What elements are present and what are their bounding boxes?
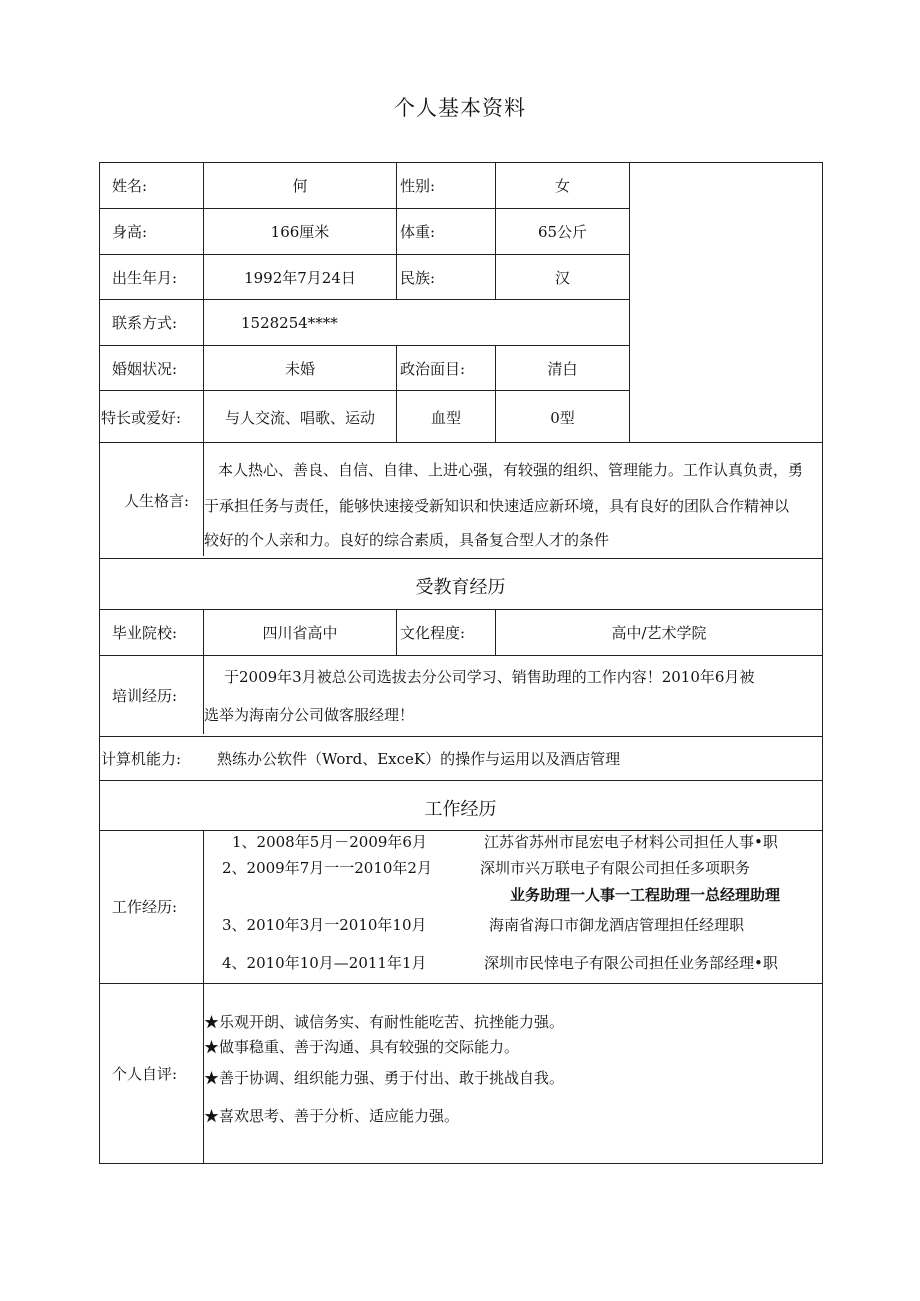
gender-value: 女: [554, 177, 570, 195]
work-entry-period: 3、2010年3月一2010年10月: [222, 916, 427, 934]
self-eval-item: ★喜欢思考、善于分析、适应能力强。: [204, 1107, 460, 1125]
self-eval-item: ★善于协调、组织能力强、勇于付出、敢于挑战自我。: [204, 1069, 565, 1087]
self-eval-label: 个人自评:: [112, 1065, 178, 1083]
computer-value: 熟练办公软件（Word、ExceK）的操作与运用以及酒店管理: [217, 750, 621, 768]
height-value: 166厘米: [270, 223, 330, 241]
work-label: 工作经历:: [112, 898, 178, 916]
contact-label: 联系方式:: [112, 314, 178, 332]
work-entry-desc: 江苏省苏州市昆宏电子材料公司担任人事•职: [484, 833, 778, 851]
degree-label: 文化程度:: [400, 624, 466, 642]
row-divider: [99, 558, 822, 559]
self-eval-item: ★乐观开朗、诚信务实、有耐性能吃苦、抗挫能力强。: [204, 1013, 565, 1031]
marital-value: 未婚: [284, 360, 315, 378]
row-divider: [99, 208, 629, 209]
political-label: 政治面目:: [400, 360, 466, 378]
motto-line: 较好的个人亲和力。良好的综合素质，具备复合型人才的条件: [204, 531, 610, 549]
row-divider: [99, 299, 629, 300]
column-divider: [396, 609, 397, 655]
ethnicity-value: 汉: [554, 269, 570, 287]
row-divider: [99, 254, 629, 255]
name-value: 何: [292, 177, 308, 195]
work-entry-desc: 深圳市民悻电子有限公司担任业务部经理•职: [484, 954, 778, 972]
row-divider: [99, 442, 822, 443]
work-heading: 工作经历: [424, 799, 497, 820]
blood-label: 血型: [430, 409, 461, 427]
contact-value: 1528254****: [241, 314, 338, 332]
photo-area-divider: [629, 162, 630, 442]
name-label: 姓名:: [112, 177, 148, 195]
weight-value: 65公斤: [537, 223, 588, 241]
school-label: 毕业院校:: [112, 624, 178, 642]
hobby-label: 特长或爱好:: [101, 409, 182, 427]
work-entry-period: 4、2010年10月—2011年1月: [222, 954, 427, 972]
table-border: [99, 162, 822, 163]
row-divider: [99, 345, 629, 346]
work-entry-desc: 深圳市兴万联电子有限公司担任多项职务: [480, 859, 751, 877]
row-divider: [99, 736, 822, 737]
table-border: [99, 162, 100, 1164]
column-divider: [396, 162, 397, 299]
education-heading: 受教育经历: [415, 577, 506, 598]
row-divider: [99, 780, 822, 781]
row-divider: [99, 609, 822, 610]
motto-line: 于承担任务与责任，能够快速接受新知识和快速适应新环境，具有良好的团队合作精神以: [204, 497, 790, 515]
gender-label: 性别:: [400, 177, 436, 195]
page-title: 个人基本资料: [394, 96, 526, 120]
birth-label: 出生年月:: [112, 269, 178, 287]
work-entry-period: 2、2009年7月一一2010年2月: [222, 859, 432, 877]
height-label: 身高:: [112, 223, 148, 241]
motto-line: 本人热心、善良、自信、自律、上进心强，有较强的组织、管理能力。工作认真负责，勇: [218, 461, 804, 479]
degree-value: 高中/艺术学院: [611, 624, 707, 642]
political-value: 清白: [547, 360, 578, 378]
motto-label: 人生格言:: [124, 492, 190, 510]
training-line: 选举为海南分公司做客服经理！: [204, 706, 415, 724]
marital-label: 婚姻状况:: [112, 360, 178, 378]
school-value: 四川省高中: [262, 624, 338, 642]
birth-value: 1992年7月24日: [244, 269, 356, 287]
work-entry-desc: 业务助理一人事一工程助理一总经理助理: [510, 886, 781, 904]
row-divider: [99, 390, 629, 391]
self-eval-item: ★做事稳重、善于沟通、具有较强的交际能力。: [204, 1038, 520, 1056]
training-label: 培训经历:: [112, 687, 178, 705]
row-divider: [99, 983, 822, 984]
table-border: [822, 162, 823, 1164]
work-entry-period: 1、2008年5月－2009年6月: [232, 833, 427, 851]
work-entry-desc: 海南省海口市御龙酒店管理担任经理职: [489, 916, 745, 934]
hobby-value: 与人交流、唱歌、运动: [224, 409, 375, 427]
ethnicity-label: 民族:: [400, 269, 436, 287]
table-border: [99, 1163, 822, 1164]
row-divider: [99, 830, 822, 831]
training-line: 于2009年3月被总公司选拔去分公司学习、销售助理的工作内容！2010年6月被: [224, 668, 755, 686]
weight-label: 体重:: [400, 223, 436, 241]
row-divider: [99, 655, 822, 656]
computer-label: 计算机能力:: [101, 750, 182, 768]
blood-value: 0型: [550, 409, 575, 427]
